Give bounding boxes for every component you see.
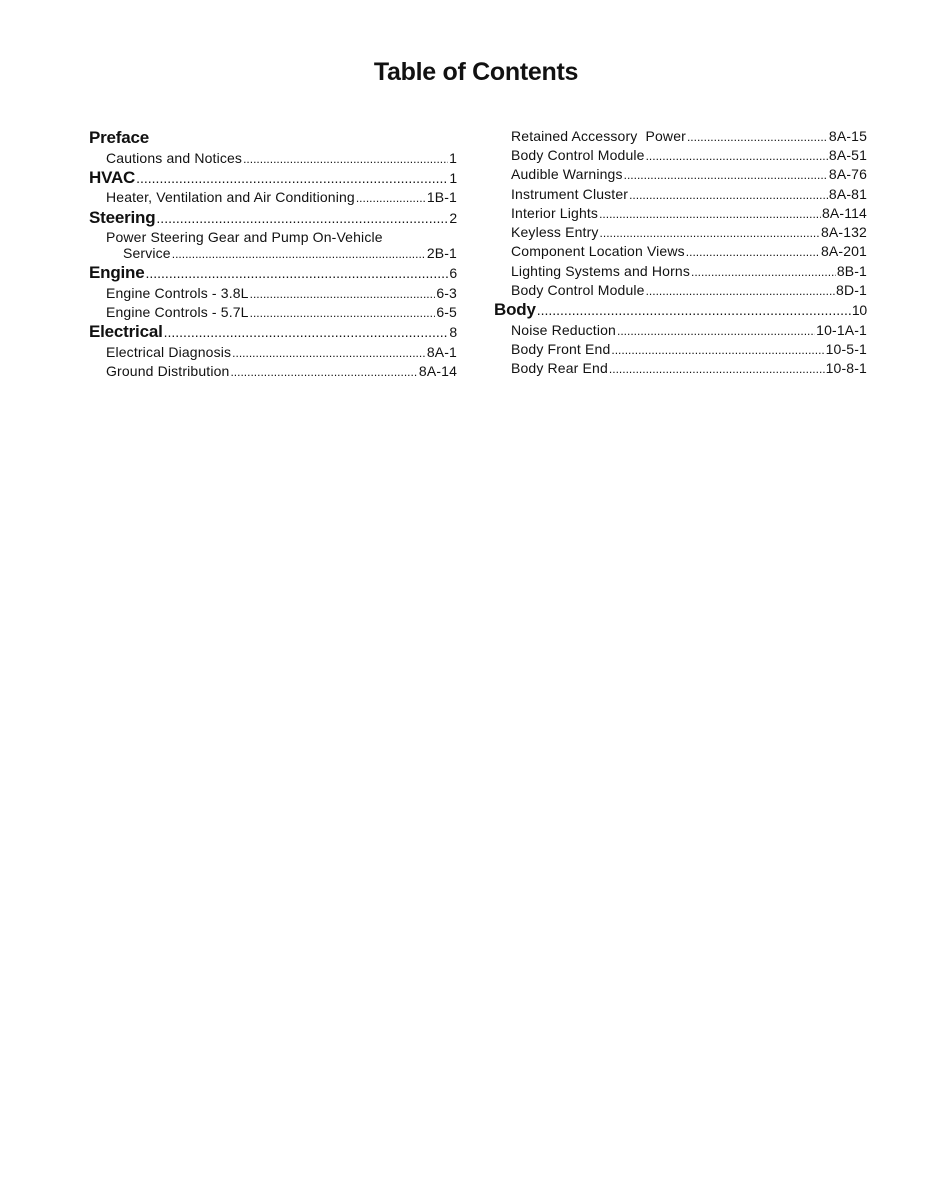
toc-entry-instrument-cluster[interactable] bbox=[494, 185, 867, 204]
toc-entry-page: 6-3 bbox=[436, 284, 457, 301]
dot-leader bbox=[611, 341, 824, 360]
toc-entry-page: 2B-1 bbox=[426, 245, 457, 262]
toc-entry-body-control-module[interactable] bbox=[494, 146, 867, 165]
toc-entry-page: 10-1A-1 bbox=[816, 321, 867, 338]
toc-section-page: 6 bbox=[449, 265, 457, 282]
toc-entry-body-front-end[interactable] bbox=[494, 340, 867, 359]
toc-entry-page: 8A-114 bbox=[821, 204, 867, 221]
toc-section-title: Body bbox=[494, 300, 536, 320]
toc-entry-title: Instrument Cluster bbox=[511, 185, 629, 202]
toc-entry-title: Retained Accessory Power bbox=[511, 128, 686, 144]
toc-entry-lighting-systems-and-horns[interactable] bbox=[494, 262, 867, 281]
toc-entry-page: 8A-14 bbox=[418, 363, 457, 380]
toc-entry-body-rear-end[interactable] bbox=[494, 359, 867, 378]
dot-leader bbox=[687, 128, 828, 147]
toc-entry-noise-reduction[interactable] bbox=[494, 321, 867, 340]
dot-leader bbox=[172, 245, 426, 264]
dot-leader bbox=[164, 322, 449, 343]
toc-section-title: Electrical bbox=[89, 322, 163, 342]
toc-entry-page: 1 bbox=[449, 149, 457, 166]
toc-section-title: Preface bbox=[89, 128, 150, 147]
toc-entry-page: 8A-1 bbox=[426, 343, 457, 360]
toc-entry-cautions-and-notices[interactable] bbox=[89, 149, 457, 168]
toc-section-steering[interactable] bbox=[89, 208, 457, 229]
toc-section-page: 2 bbox=[449, 209, 457, 226]
dot-leader bbox=[646, 147, 828, 166]
toc-entry-page: 1B-1 bbox=[426, 189, 457, 206]
dot-leader bbox=[136, 168, 448, 189]
dot-leader bbox=[609, 360, 825, 379]
toc-entry-engine-controls-38[interactable] bbox=[89, 284, 457, 303]
page-title: Table of Contents bbox=[373, 58, 579, 86]
dot-leader bbox=[145, 263, 448, 284]
toc-entry-title: Ground Distribution bbox=[106, 363, 230, 380]
toc-section-page: 8 bbox=[449, 324, 457, 341]
toc-right-column bbox=[494, 128, 867, 379]
toc-entry-title: Engine Controls - 3.8L bbox=[106, 284, 249, 301]
toc-section-page: 1 bbox=[449, 169, 457, 186]
toc-section-title: HVAC bbox=[89, 167, 136, 187]
toc-entry-title: Keyless Entry bbox=[511, 224, 599, 241]
toc-entry-keyless-entry[interactable] bbox=[494, 223, 867, 242]
toc-left-column bbox=[89, 128, 457, 382]
toc-entry-page: 6-5 bbox=[436, 304, 457, 321]
toc-entry-interior-lights[interactable] bbox=[494, 204, 867, 223]
toc-entry-component-location-views[interactable] bbox=[494, 242, 867, 261]
toc-entry-title: Audible Warnings bbox=[511, 166, 623, 183]
dot-leader bbox=[232, 344, 426, 363]
toc-entry-page: 8B-1 bbox=[836, 262, 867, 279]
toc-entry-audible-warnings[interactable] bbox=[494, 165, 867, 184]
toc-entry-title-line2: Service bbox=[123, 245, 171, 262]
toc-entry-power-steering[interactable] bbox=[89, 228, 457, 263]
toc-entry-page: 8A-132 bbox=[820, 224, 867, 241]
dot-leader bbox=[356, 189, 426, 208]
toc-entry-title: Body Front End bbox=[511, 341, 611, 358]
dot-leader bbox=[617, 322, 815, 341]
toc-section-electrical[interactable] bbox=[89, 322, 457, 343]
toc-entry-title-line1: Power Steering Gear and Pump On-Vehicle bbox=[106, 229, 383, 246]
toc-entry-electrical-diagnosis[interactable] bbox=[89, 343, 457, 362]
toc-entry-title: Interior Lights bbox=[511, 204, 599, 221]
toc-entry-title: Noise Reduction bbox=[511, 321, 616, 338]
dot-leader bbox=[230, 363, 417, 382]
dot-leader bbox=[600, 224, 820, 243]
dot-leader bbox=[250, 285, 436, 304]
toc-entry-page: 8A-76 bbox=[828, 166, 867, 183]
toc-entry-title: Lighting Systems and Horns bbox=[511, 262, 690, 279]
toc-section-page: 10 bbox=[851, 302, 867, 319]
toc-section-title: Steering bbox=[89, 207, 156, 227]
toc-entry-page: 10-8-1 bbox=[825, 360, 867, 377]
dot-leader bbox=[599, 205, 821, 224]
toc-entry-engine-controls-57[interactable] bbox=[89, 303, 457, 322]
toc-section-hvac[interactable] bbox=[89, 168, 457, 189]
dot-leader bbox=[629, 186, 828, 205]
toc-entry-title: Heater, Ventilation and Air Conditioning bbox=[106, 189, 355, 206]
toc-entry-body-control-module-8d[interactable] bbox=[494, 281, 867, 300]
toc-entry-retained-accessory-power[interactable] bbox=[494, 127, 867, 146]
dot-leader bbox=[250, 304, 436, 323]
toc-entry-title: Engine Controls - 5.7L bbox=[106, 304, 249, 321]
toc-entry-page: 8A-201 bbox=[820, 243, 867, 260]
toc-entry-title: Component Location Views bbox=[511, 243, 685, 260]
toc-entry-page: 8A-15 bbox=[828, 128, 867, 144]
dot-leader bbox=[686, 243, 820, 262]
toc-entry-title: Body Control Module bbox=[511, 147, 645, 163]
toc-entry-title: Cautions and Notices bbox=[106, 149, 243, 166]
toc-entry-page: 8A-51 bbox=[828, 147, 867, 163]
dot-leader bbox=[537, 300, 851, 321]
toc-section-title: Engine bbox=[89, 263, 145, 283]
toc-entry-page: 10-5-1 bbox=[825, 341, 867, 358]
toc-section-engine[interactable] bbox=[89, 263, 457, 284]
toc-section-preface[interactable] bbox=[89, 128, 457, 149]
dot-leader bbox=[243, 150, 448, 169]
toc-entry-title: Body Control Module bbox=[511, 282, 645, 299]
toc-section-body[interactable] bbox=[494, 300, 867, 321]
dot-leader bbox=[156, 208, 448, 229]
toc-entry-title: Body Rear End bbox=[511, 360, 608, 377]
dot-leader bbox=[691, 263, 836, 282]
toc-entry-page: 8D-1 bbox=[836, 282, 867, 299]
toc-entry-heater-ventilation[interactable] bbox=[89, 188, 457, 207]
dot-leader bbox=[624, 166, 828, 185]
toc-entry-title: Electrical Diagnosis bbox=[106, 343, 232, 360]
dot-leader bbox=[646, 282, 835, 301]
toc-entry-ground-distribution[interactable] bbox=[89, 362, 457, 381]
toc-entry-page: 8A-81 bbox=[828, 185, 867, 202]
